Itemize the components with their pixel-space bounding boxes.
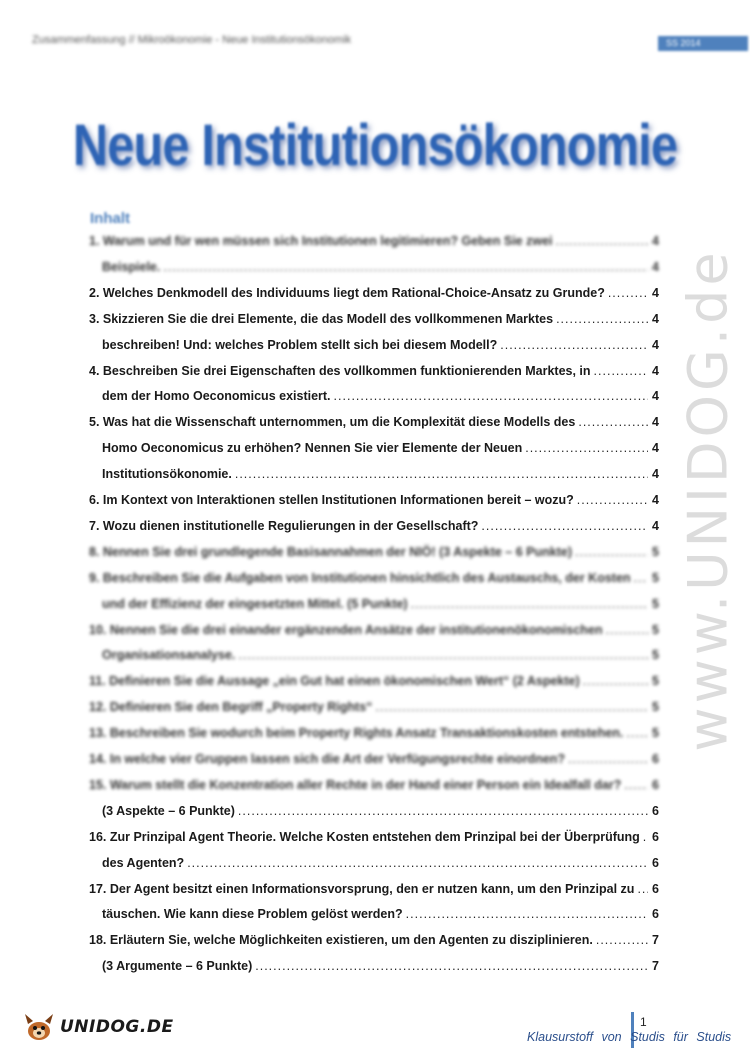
toc-entry[interactable]: [102, 953, 659, 979]
toc-leader-dots: [624, 778, 648, 792]
toc-entry-page: 4: [652, 518, 659, 533]
toc-entry-text: 10. Nennen Sie die drei einander ergänzenden Ansätze der institutionenökonomischen: [89, 622, 603, 637]
toc-entry-text: 17. Der Agent besitzt einen Informationsvorsprung, den er nutzen kann, um den Prinzipal zu: [89, 881, 635, 896]
toc-entry[interactable]: [102, 850, 659, 876]
toc-leader-dots: [238, 648, 648, 662]
toc-entry[interactable]: [89, 824, 659, 850]
toc-entry-text: 14. In welche vier Gruppen lassen sich die Art der Verfügungsrechte einordnen?: [89, 752, 566, 766]
toc-entry-page: 4: [652, 415, 659, 430]
toc-entry-page: 5: [652, 674, 659, 689]
toc-entry[interactable]: [89, 720, 659, 746]
toc-entry-text: 13. Beschreiben Sie wodurch beim Property Rights Ansatz Transaktionskosten entstehen.: [89, 726, 624, 741]
footer-note: Klausurstoff von Studis für Studis: [527, 1030, 732, 1044]
toc-leader-dots: [481, 519, 648, 533]
toc-entry-text: Institutionsökonomie.: [102, 467, 232, 482]
toc-leader-dots: [583, 674, 648, 688]
toc-entry[interactable]: [89, 228, 659, 254]
toc-entry[interactable]: [89, 772, 659, 798]
header-title: Zusammenfassung // Mikroökonomie - Neue Institutionsökonomik: [32, 34, 352, 46]
toc-entry[interactable]: [102, 591, 659, 617]
toc-entry-page: 4: [652, 234, 659, 248]
toc-entry-text: 3. Skizzieren Sie die drei Elemente, die das Modell des vollkommenen Marktes: [89, 311, 554, 326]
toc-entry[interactable]: [89, 487, 659, 513]
toc-leader-dots: [500, 338, 648, 352]
watermark: www.UNIDOG.de: [676, 248, 740, 752]
toc-entry-page: 4: [652, 363, 659, 378]
toc-entry[interactable]: [102, 435, 659, 461]
toc-leader-dots: [637, 882, 648, 896]
toc-leader-dots: [238, 804, 648, 818]
toc-entry-page: 6: [652, 907, 659, 922]
toc-entry[interactable]: [102, 901, 659, 927]
toc-entry-page: 5: [652, 544, 659, 559]
toc-entry-page: 5: [652, 700, 659, 715]
toc-leader-dots: [334, 389, 648, 403]
toc-entry-text: täuschen. Wie kann diese Problem gelöst werden?: [102, 907, 403, 922]
toc-entry-page: 5: [652, 726, 659, 741]
toc-entry-page: 6: [652, 803, 659, 818]
toc-leader-dots: [626, 726, 648, 740]
toc-entry-text: 16. Zur Prinzipal Agent Theorie. Welche Kosten entstehen dem Prinzipal bei der Überprüfung: [89, 829, 640, 844]
toc-entry-page: 4: [652, 441, 659, 456]
toc-entry-page: 6: [652, 881, 659, 896]
toc-entry-page: 5: [652, 648, 659, 663]
toc-entry-page: 5: [652, 570, 659, 585]
toc-entry-page: 4: [652, 259, 659, 274]
toc-entry-text: 5. Was hat die Wissenschaft unternommen, um die Komplexität diese Modells des: [89, 415, 576, 430]
toc-entry-page: 7: [652, 933, 659, 948]
toc-leader-dots: [568, 752, 648, 766]
toc-leader-dots: [634, 571, 648, 585]
toc-entry-text: 11. Definieren Sie die Aussage „ein Gut hat einen ökonomischen Wert“ (2 Aspekte): [89, 674, 580, 689]
toc-entry-page: 5: [652, 596, 659, 611]
toc-entry-text: 7. Wozu dienen institutionelle Regulierungen in der Gesellschaft?: [89, 518, 479, 533]
toc-leader-dots: [235, 467, 648, 481]
logo-text: UNIDOG.DE: [60, 1017, 174, 1037]
toc-leader-dots: [578, 415, 648, 429]
toc-entry[interactable]: [89, 539, 659, 565]
toc-entry-page: 4: [652, 311, 659, 326]
toc-entry-page: 6: [652, 777, 659, 792]
toc-entry[interactable]: [89, 306, 659, 332]
toc-entry-page: 6: [652, 829, 659, 844]
toc-entry-text: Homo Oeconomicus zu erhöhen? Nennen Sie vier Elemente der Neuen: [102, 441, 523, 456]
toc-entry-text: Organisationsanalyse.: [102, 648, 236, 663]
page-number: 1: [640, 1015, 647, 1029]
toc-entry-text: 4. Beschreiben Sie drei Eigenschaften des vollkommen funktionierenden Marktes, in: [89, 363, 591, 378]
toc-entry[interactable]: [102, 798, 659, 824]
toc-entry-text: 9. Beschreiben Sie die Aufgaben von Institutionen hinsichtlich des Austauschs, der Kosten: [89, 570, 631, 585]
toc-heading: Inhalt: [90, 210, 130, 227]
toc-leader-dots: [163, 260, 648, 274]
toc-entry-text: (3 Aspekte – 6 Punkte): [102, 803, 235, 818]
toc-entry-text: 6. Im Kontext von Interaktionen stellen Institutionen Informationen bereit – wozu?: [89, 493, 574, 507]
toc-entry-page: 6: [652, 752, 659, 766]
toc-entry-page: 4: [652, 285, 659, 300]
toc-leader-dots: [556, 312, 648, 326]
toc-entry-text: 18. Erläutern Sie, welche Möglichkeiten existieren, um den Agenten zu disziplinieren.: [89, 933, 593, 948]
toc-leader-dots: [525, 441, 648, 455]
toc-entry-text: 8. Nennen Sie drei grundlegende Basisannahmen der NIÖ! (3 Aspekte – 6 Punkte): [89, 544, 572, 559]
toc-entry[interactable]: [89, 617, 659, 643]
toc-leader-dots: [643, 830, 648, 844]
toc-entry-text: 1. Warum und für wen müssen sich Institutionen legitimieren? Geben Sie zwei: [89, 234, 553, 248]
toc-entry-page: 5: [652, 622, 659, 637]
toc-entry-page: 4: [652, 337, 659, 352]
toc-entry[interactable]: [102, 383, 659, 409]
toc-leader-dots: [608, 286, 648, 300]
toc-entry[interactable]: [89, 927, 659, 953]
toc-entry-page: 7: [652, 959, 659, 974]
toc-entry[interactable]: [89, 280, 659, 306]
toc-entry-text: 12. Definieren Sie den Begriff „Property Rights“: [89, 700, 373, 715]
toc-entry-page: 6: [652, 855, 659, 870]
toc-entry[interactable]: [102, 332, 659, 358]
toc-entry[interactable]: [89, 409, 659, 435]
toc-entry[interactable]: [102, 642, 659, 668]
toc-entry-page: 4: [652, 467, 659, 482]
toc-entry-text: Beispiele.: [102, 259, 161, 274]
toc-leader-dots: [577, 493, 648, 507]
toc-entry-text: und der Effizienz der eingesetzten Mittel. (5 Punkte): [102, 596, 408, 611]
toc-entry[interactable]: [89, 358, 659, 384]
toc-leader-dots: [187, 856, 648, 870]
toc-entry[interactable]: [102, 461, 659, 487]
toc-entry-text: 2. Welches Denkmodell des Individuums liegt dem Rational-Choice-Ansatz zu Grunde?: [89, 285, 605, 300]
toc-entry[interactable]: [102, 254, 659, 280]
toc-leader-dots: [411, 597, 648, 611]
toc-entry-text: (3 Argumente – 6 Punkte): [102, 959, 253, 974]
dog-mascot-icon: [22, 1012, 56, 1042]
toc-entry[interactable]: [89, 876, 659, 902]
semester-badge: SS 2014: [658, 36, 748, 51]
toc-entry[interactable]: [89, 565, 659, 591]
toc-leader-dots: [406, 907, 648, 921]
toc-entry-page: 4: [652, 493, 659, 507]
toc-leader-dots: [575, 545, 648, 559]
toc-entry[interactable]: [89, 513, 659, 539]
toc-entry-text: des Agenten?: [102, 855, 185, 870]
toc-entry[interactable]: [89, 668, 659, 694]
toc-leader-dots: [556, 234, 648, 248]
toc-entry[interactable]: [89, 694, 659, 720]
unidog-logo: [22, 1012, 174, 1042]
toc-leader-dots: [606, 623, 648, 637]
toc-entry[interactable]: [89, 746, 659, 772]
toc-entry-text: dem der Homo Oeconomicus existiert.: [102, 389, 331, 404]
toc-entry-text: beschreiben! Und: welches Problem stellt sich bei diesem Modell?: [102, 337, 498, 352]
toc-leader-dots: [596, 933, 648, 947]
toc-entry-text: 15. Warum stellt die Konzentration aller Rechte in der Hand einer Person ein Idealfall dar?: [89, 777, 622, 792]
toc-leader-dots: [255, 959, 648, 973]
toc-entry-page: 4: [652, 389, 659, 404]
toc-leader-dots: [375, 700, 648, 714]
toc-leader-dots: [594, 364, 648, 378]
page-title: Neue Institutionsökonomie: [72, 113, 678, 178]
